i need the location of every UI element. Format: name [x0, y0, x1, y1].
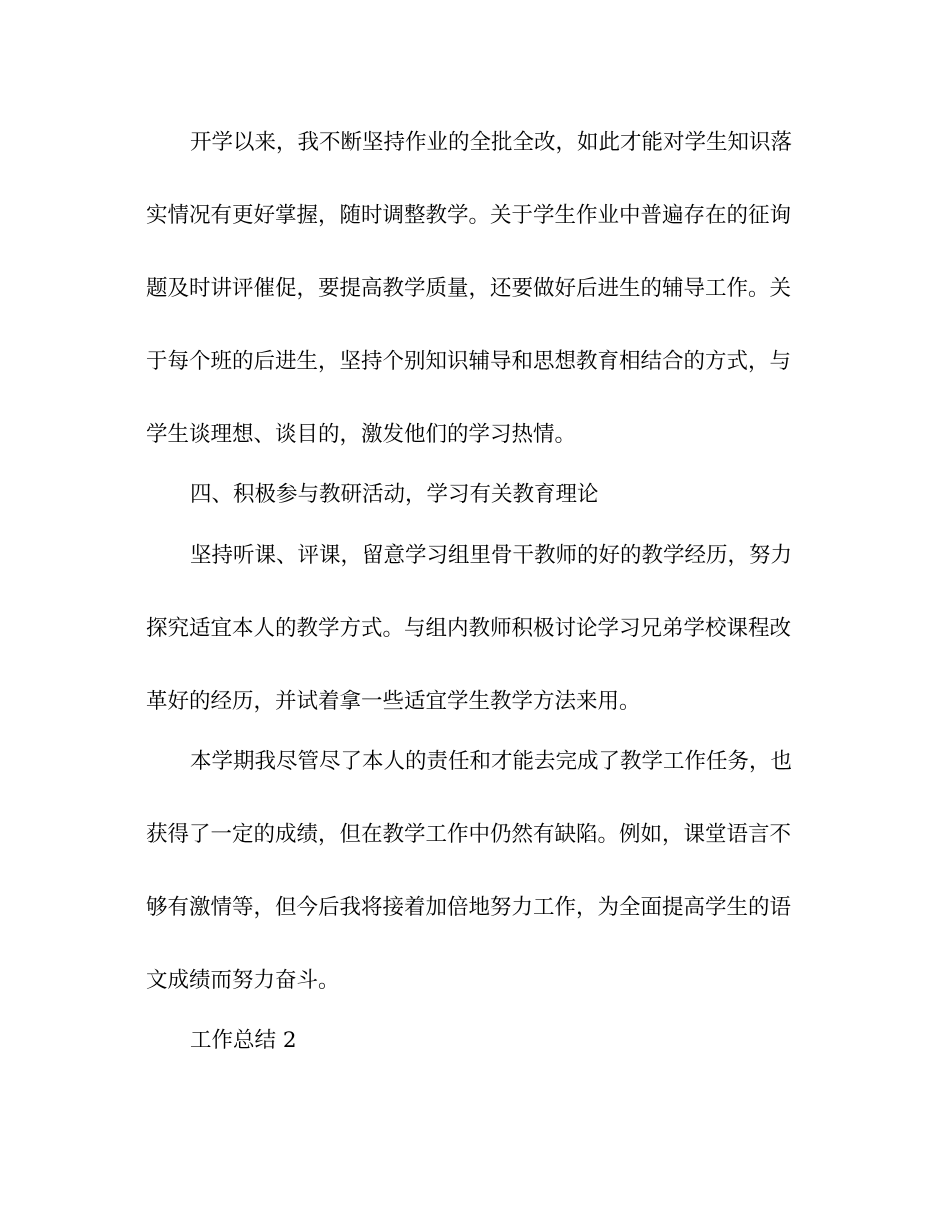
paragraph-line: 开学以来，我不断坚持作业的全批全改，如此才能对学生知识落 — [190, 130, 793, 155]
paragraph-line: 够有激情等，但今后我将接着加倍地努力工作，为全面提高学生的语 — [146, 895, 792, 920]
paragraph-line: 学生谈理想、谈目的，激发他们的学习热情。 — [146, 422, 577, 447]
paragraph-line: 于每个班的后进生，坚持个别知识辅导和思想教育相结合的方式，与 — [146, 349, 792, 374]
paragraph-line: 本学期我尽管尽了本人的责任和才能去完成了教学工作任务，也 — [190, 749, 793, 774]
paragraph-line: 革好的经历，并试着拿一些适宜学生教学方法来用。 — [146, 689, 641, 714]
paragraph-line: 文成绩而努力奋斗。 — [146, 968, 340, 993]
paragraph-line: 实情况有更好掌握，随时调整教学。关于学生作业中普遍存在的征询 — [146, 203, 792, 228]
paragraph-line: 探究适宜本人的教学方式。与组内教师积极讨论学习兄弟学校课程改 — [146, 616, 792, 641]
paragraph-line: 坚持听课、评课，留意学习组里骨干教师的好的教学经历，努力 — [190, 543, 793, 568]
section-title: 工作总结 2 — [190, 1028, 297, 1053]
section-heading: 四、积极参与教研活动，学习有关教育理论 — [190, 482, 599, 507]
paragraph-line: 题及时讲评催促，要提高教学质量，还要做好后进生的辅导工作。关 — [146, 276, 792, 301]
paragraph-line: 获得了一定的成绩，但在教学工作中仍然有缺陷。例如，课堂语言不 — [146, 822, 792, 847]
